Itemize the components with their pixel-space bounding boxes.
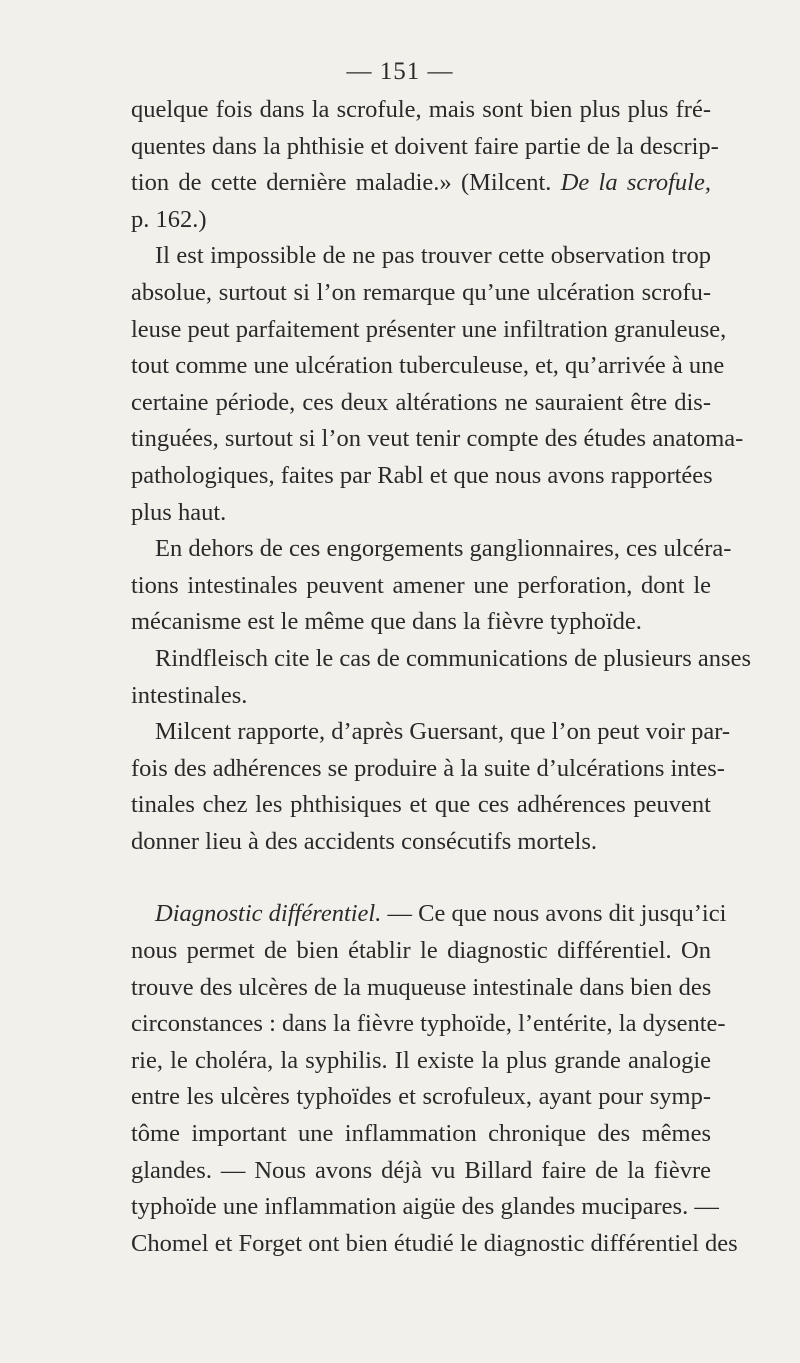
text-line: Milcent rapporte, d’après Guersant, que l’on peut voir par- xyxy=(155,718,731,746)
text-line: Rindfleisch cite le cas de communications de plusieurs anses xyxy=(155,644,752,672)
text-line: fois des adhérences se produire à la suite d’ulcérations intes- xyxy=(131,754,725,782)
text-line: p. 162.) xyxy=(131,205,207,233)
text-line: trouve des ulcères de la muqueuse intestinale dans bien des xyxy=(131,973,712,1001)
text-line: mécanisme est le même que dans la fièvre typhoïde. xyxy=(131,608,642,636)
text-line xyxy=(131,165,711,202)
text-line: Il est impossible de ne pas trouver cette observation trop xyxy=(155,242,711,270)
paragraph xyxy=(131,531,732,641)
text-line: absolue, surtout si l’on remarque qu’une ulcération scrofu- xyxy=(131,278,711,306)
text-line: intestinales. xyxy=(131,681,248,709)
text-line: certaine période, ces deux altérations ne sauraient être dis- xyxy=(131,388,711,416)
section-heading: Diagnostic différentiel. xyxy=(155,900,382,928)
page-number: — 151 — xyxy=(346,58,454,85)
text-line: tôme important une inflammation chronique des mêmes xyxy=(131,1120,711,1148)
text-line: circonstances : dans la fièvre typhoïde, l’entérite, la dysente- xyxy=(131,1010,726,1038)
text-line: tout comme une ulcération tuberculeuse, et, qu’arrivée à une xyxy=(131,352,725,380)
body-text xyxy=(131,92,752,1262)
text-line: glandes. — Nous avons déjà vu Billard faire de la fièvre xyxy=(131,1156,711,1184)
text-line: quelque fois dans la scrofule, mais sont bien plus plus fré- xyxy=(131,96,711,123)
text-line: entre les ulcères typhoïdes et scrofuleux, ayant pour symp- xyxy=(131,1083,711,1111)
paragraph xyxy=(131,238,744,531)
text-line: quentes dans la phthisie et doivent faire partie de la descrip- xyxy=(131,132,719,160)
text-line: typhoïde une inflammation aigüe des glandes mucipares. — xyxy=(131,1193,719,1221)
text-span: — Ce que nous avons dit jusqu’ici xyxy=(381,900,727,928)
paragraph xyxy=(131,92,719,238)
text-line: donner lieu à des accidents consécutifs mortels. xyxy=(131,827,598,855)
text-line: pathologiques, faites par Rabl et que nous avons rapportées xyxy=(131,461,713,489)
text-span: tion de cette dernière maladie.» (Milcent. xyxy=(131,169,561,197)
text-line: En dehors de ces engorgements ganglionnaires, ces ulcéra- xyxy=(155,535,732,563)
text-line: tions intestinales peuvent amener une perforation, dont le xyxy=(131,571,711,599)
paragraph xyxy=(131,641,752,714)
text-line: nous permet de bien établir le diagnostic différentiel. On xyxy=(131,937,711,965)
text-line: tinguées, surtout si l’on veut tenir compte des études anatoma- xyxy=(131,425,744,453)
paragraph xyxy=(131,896,738,1262)
text-line: Chomel et Forget ont bien étudié le diagnostic différentiel des xyxy=(131,1229,738,1257)
text-line: tinales chez les phthisiques et que ces adhérences peuvent xyxy=(131,791,711,819)
paragraph xyxy=(131,714,731,860)
text-line: leuse peut parfaitement présenter une infiltration granuleuse, xyxy=(131,315,727,343)
section-spacer xyxy=(131,860,711,896)
text-line xyxy=(131,896,727,933)
italic-title: De la scrofule, xyxy=(560,169,711,197)
text-line: plus haut. xyxy=(131,498,227,526)
text-line: rie, le choléra, la syphilis. Il existe la plus grande analogie xyxy=(131,1046,711,1074)
